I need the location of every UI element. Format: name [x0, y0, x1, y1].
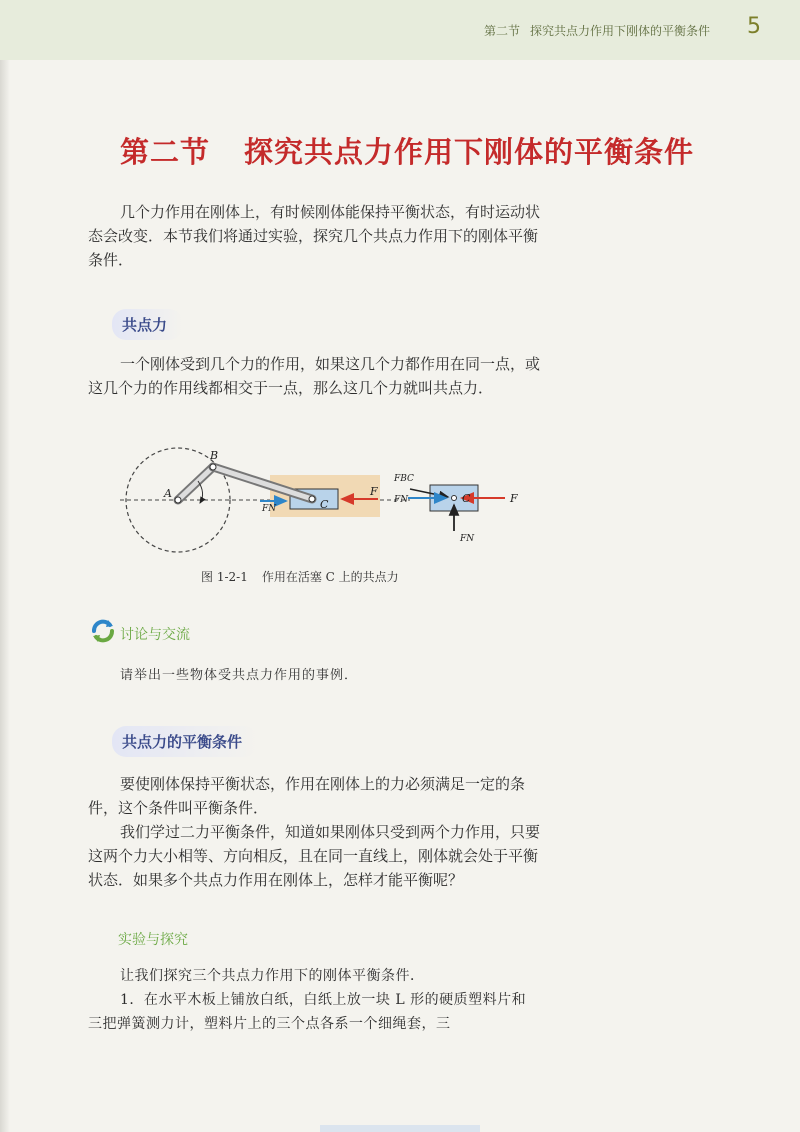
concurrent-forces-definition: 一个刚体受到几个力的作用，如果这几个力都作用在同一点，或这几个力的作用线都相交于一点，那么这几个力就叫共点力． [88, 355, 541, 397]
experiment-paragraph-1: 让我们探究三个共点力作用下的刚体平衡条件． [120, 968, 425, 984]
title-text: 探究共点力作用下刚体的平衡条件 [244, 135, 695, 169]
label-fn: FN [394, 495, 409, 505]
bottom-edge-mark [320, 1125, 480, 1132]
label-f: F [370, 485, 378, 498]
header-title: 探究共点力作用下刚体的平衡条件 [530, 24, 711, 38]
label-b: B [210, 449, 219, 462]
label-c-fbd: C [462, 492, 471, 505]
piston-force-diagram [120, 445, 540, 575]
discussion-title: 讨论与交流 [120, 627, 190, 643]
figure-caption [201, 568, 413, 585]
label-fn-bottom: FN [460, 534, 475, 544]
title-section: 第二节 [120, 135, 211, 169]
label-c: C [320, 498, 329, 511]
figure-caption-text: 作用在活塞 C 上的共点力 [261, 570, 399, 584]
label-fbc: FBC [394, 474, 414, 484]
discussion-refresh-icon [88, 616, 118, 646]
experiment-title: 实验与探究 [118, 932, 188, 948]
page-binding-edge [0, 60, 10, 1132]
section-heading-concurrent-forces: 共点力 [112, 309, 183, 340]
discussion-text: 请举出一些物体受共点力作用的事例． [120, 668, 359, 683]
figure-number: 图 1-2-1 [201, 570, 248, 584]
experiment-step-1: 1．在水平木板上铺放白纸，白纸上放一块 L 形的硬质塑料片和三把弹簧测力计，塑料片上的三个点各系一个细绳套，三 [88, 992, 527, 1032]
page-title [120, 130, 694, 171]
equilibrium-paragraph-2: 我们学过二力平衡条件，知道如果刚体只受到两个力作用，只要这两个力大小相等、方向相反，且在同一直线上，刚体就会处于平衡状态．如果多个共点力作用在刚体上，怎样才能平衡呢？ [88, 823, 541, 889]
page-number: 5 [747, 14, 761, 39]
header-section: 第二节 [484, 24, 521, 38]
running-header [484, 22, 720, 39]
equilibrium-paragraph-1: 要使刚体保持平衡状态，作用在刚体上的力必须满足一定的条件，这个条件叫平衡条件． [88, 775, 526, 817]
section-heading-equilibrium: 共点力的平衡条件 [112, 726, 258, 757]
label-fn-left: FN [262, 504, 277, 514]
label-a: A [164, 487, 172, 500]
label-f-fbd: F [510, 492, 518, 505]
intro-paragraph: 几个力作用在刚体上，有时候刚体能保持平衡状态，有时运动状态会改变．本节我们将通过实验，探究几个共点力作用下的刚体平衡条件． [88, 203, 541, 269]
